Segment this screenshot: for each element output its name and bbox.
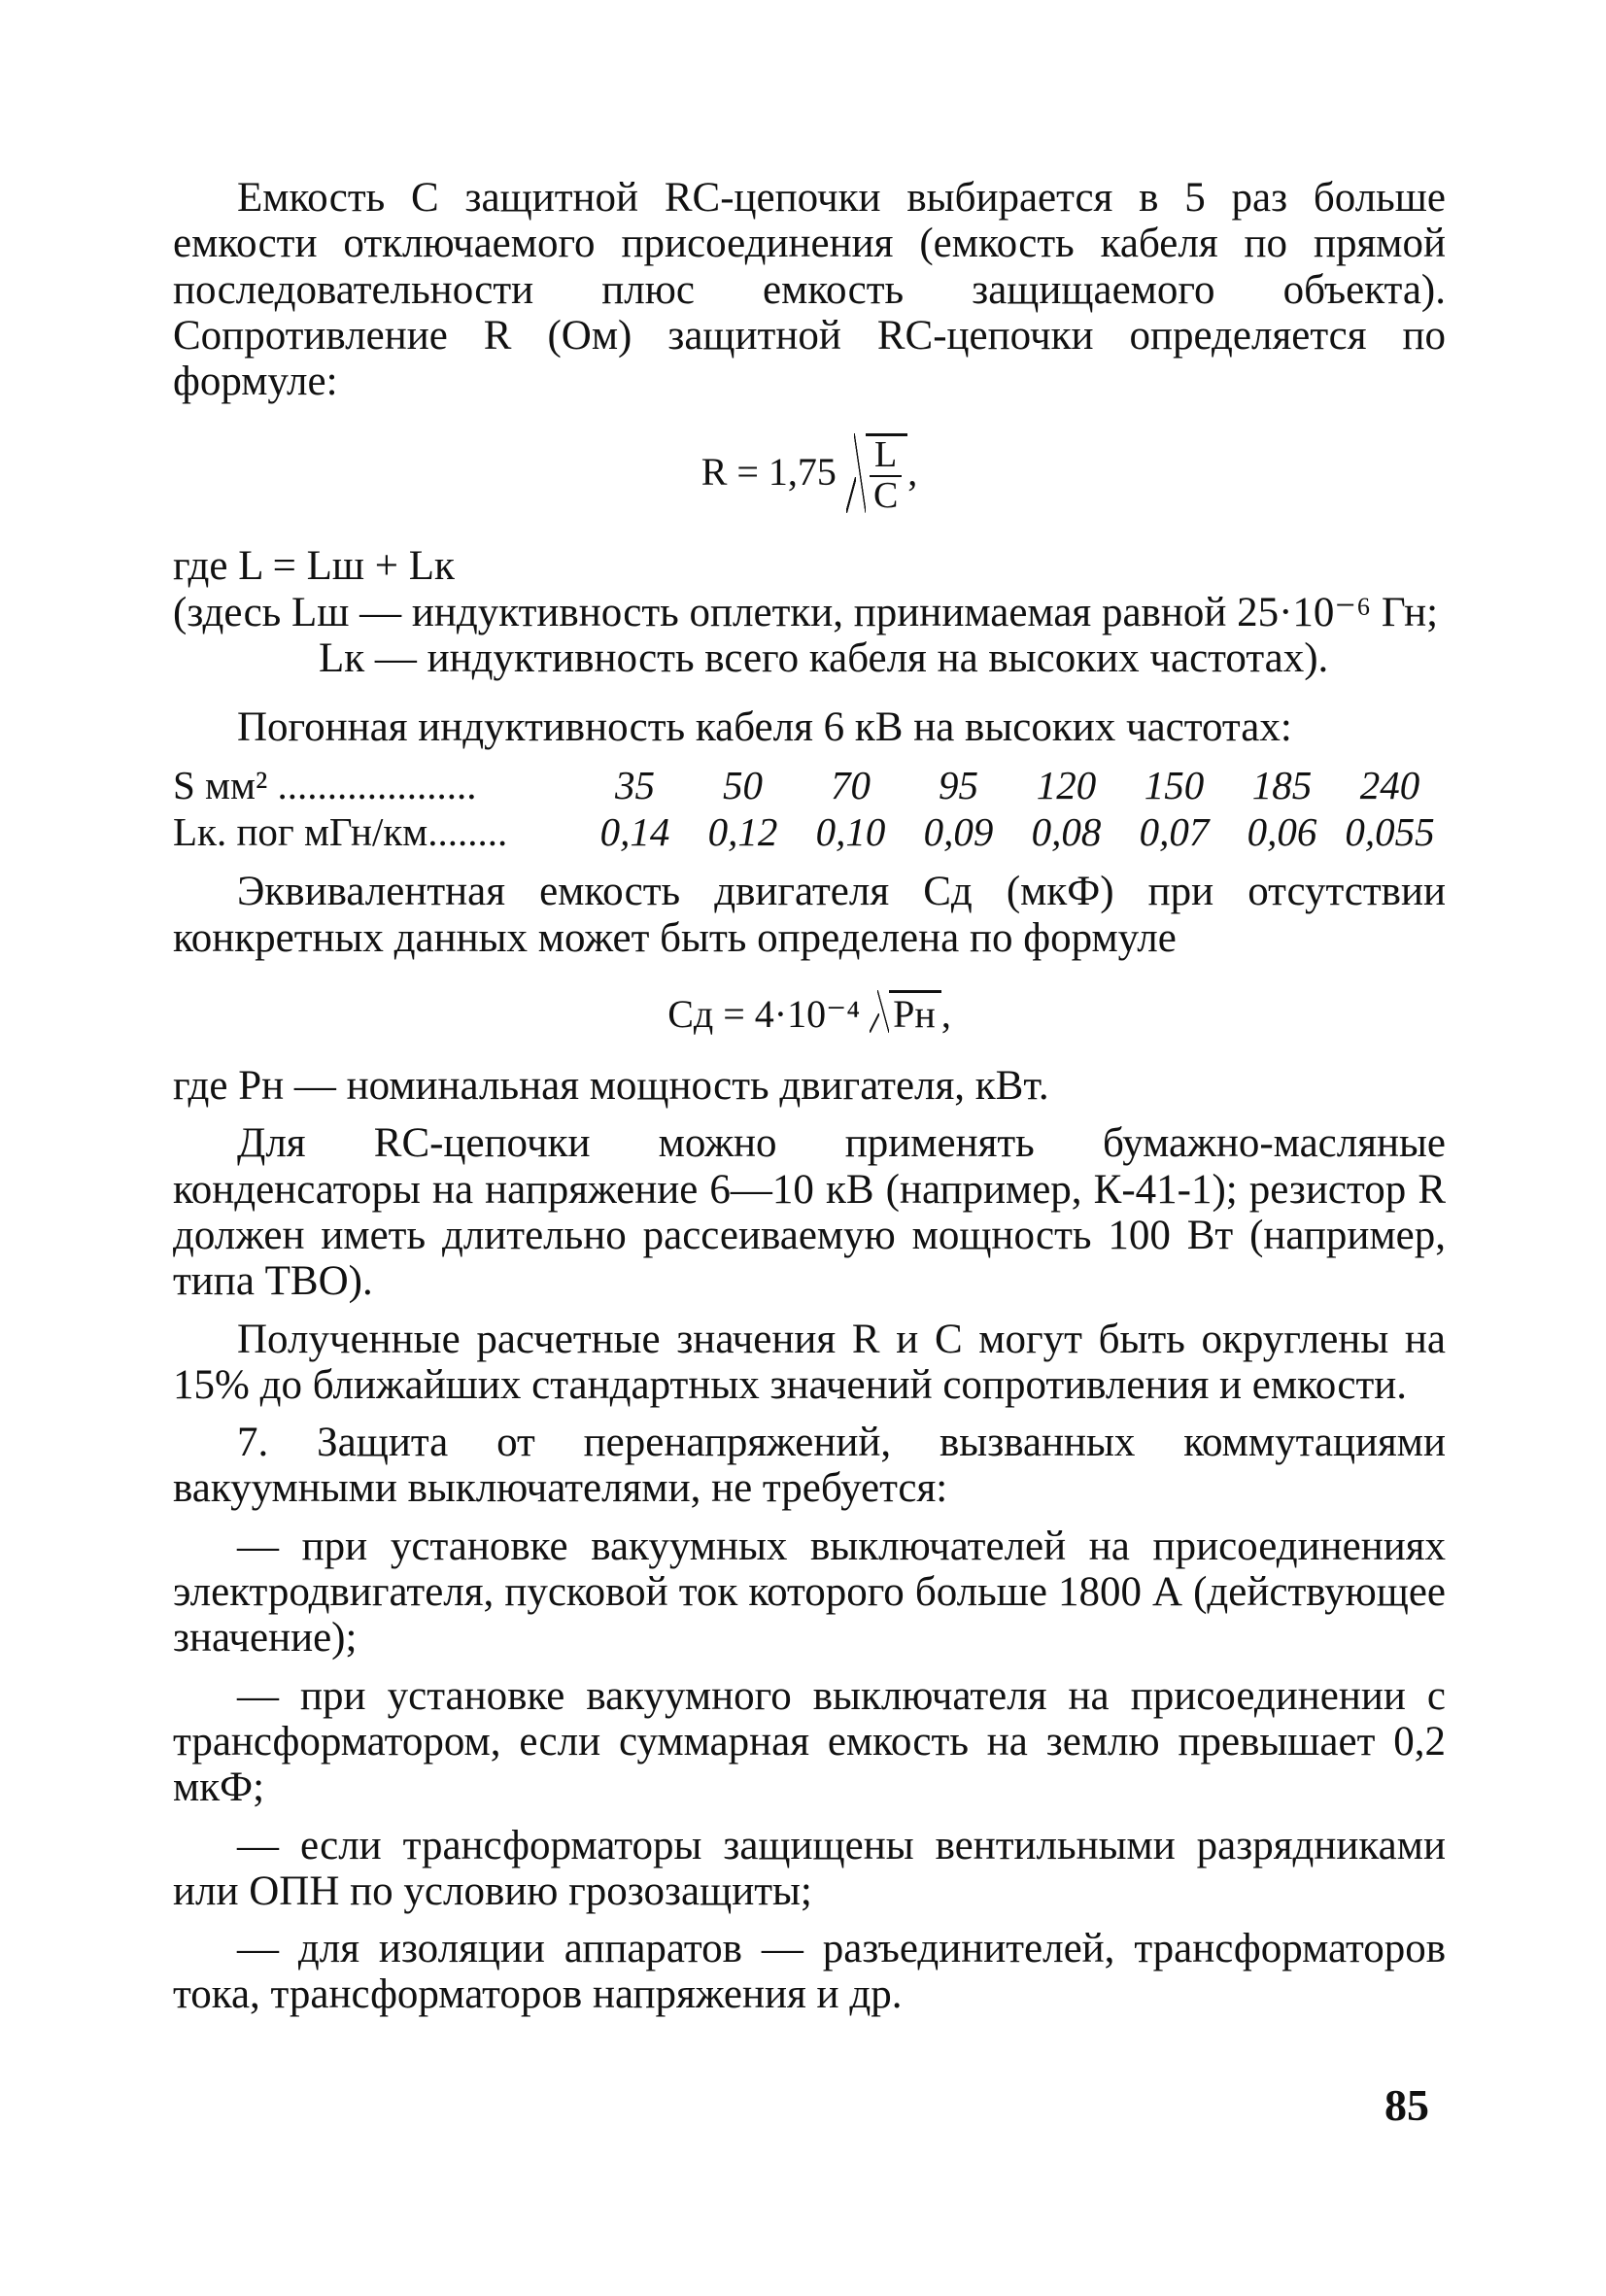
paragraph-rounding: Полученные расчетные значения R и С могут быть округлены на 15% до ближайших стандартных значений сопротивления и емкости. bbox=[173, 1316, 1446, 1408]
table-cell: 0,09 bbox=[923, 809, 994, 855]
list-item: — если трансформаторы защищены вентильными разрядниками или ОПН по условию грозозащиты; bbox=[173, 1822, 1446, 1914]
definition-lsh: (здесь Lш — индуктивность оплетки, принимаемая равной 25·10⁻⁶ Гн; bbox=[173, 589, 1439, 635]
paragraph-rc-components: Для RC-цепочки можно применять бумажно-масляные конденсаторы на напряжение 6—10 кВ (например, К-41-1); резистор R должен иметь длительно рассеиваемую мощность 100 Вт (например, типа ТВО). bbox=[173, 1120, 1446, 1305]
definition-l: где L = Lш + Lк bbox=[173, 543, 455, 590]
sqrt-sign bbox=[889, 990, 941, 1036]
table-cell: 50 bbox=[723, 763, 763, 808]
table-cell: 0,10 bbox=[815, 809, 886, 855]
formula-resistance-lhs: R = 1,75 bbox=[700, 450, 837, 495]
definition-pn: где Pн — номинальная мощность двигателя, кВт. bbox=[173, 1063, 1049, 1110]
table-cell: 150 bbox=[1144, 763, 1205, 808]
list-item: — при установке вакуумных выключателей на присоединениях электродвигателя, пусковой ток которого больше 1800 А (действующее значение); bbox=[173, 1523, 1446, 1662]
table-row bbox=[173, 810, 1446, 857]
list-item: — для изоляции аппаратов — разъединителей, трансформаторов тока, трансформаторов напряжения и др. bbox=[173, 1926, 1446, 2018]
table-cell: 120 bbox=[1036, 763, 1097, 808]
paragraph-rc-capacitance: Емкость С защитной RC-цепочки выбирается в 5 раз больше емкости отключаемого присоединения (емкость кабеля по прямой последовательности плюс емкость защищаемого объекта). Сопротивление R (Ом) защитной RC-цепочки определяется по формуле: bbox=[173, 175, 1446, 405]
table-cell: 70 bbox=[831, 763, 871, 808]
fraction-l-over-c bbox=[870, 436, 902, 516]
table-cell: 240 bbox=[1359, 763, 1420, 808]
table-cell: 0,06 bbox=[1247, 809, 1317, 855]
fraction-denominator: C bbox=[872, 475, 899, 517]
table-cell: 95 bbox=[939, 763, 978, 808]
row-label-section: S мм² .................... bbox=[173, 763, 477, 808]
table-cell: 185 bbox=[1251, 763, 1313, 808]
table-cell: 35 bbox=[615, 763, 655, 808]
formula-capacitance-tail: , bbox=[940, 992, 951, 1037]
table-row bbox=[173, 764, 1446, 810]
radicand: Pн bbox=[893, 992, 936, 1037]
formula-resistance bbox=[173, 433, 1446, 516]
document-page bbox=[173, 175, 1446, 2018]
formula-motor-capacitance bbox=[173, 990, 1446, 1036]
sqrt-sign bbox=[866, 433, 907, 516]
definitions-block bbox=[173, 543, 1446, 681]
row-label-inductance: Lк. пог мГн/км........ bbox=[173, 809, 508, 855]
table-cell: 0,12 bbox=[707, 809, 778, 855]
list-item: — при установке вакуумного выключателя на присоединении с трансформатором, если суммарная емкость на землю превышает 0,2 мкФ; bbox=[173, 1672, 1446, 1811]
table-cell: 0,055 bbox=[1345, 809, 1435, 855]
paragraph-section-7: 7. Защита от перенапряжений, вызванных коммутациями вакуумными выключателями, не требуется: bbox=[173, 1420, 1446, 1512]
paragraph-motor-capacitance: Эквивалентная емкость двигателя Cд (мкФ) при отсутствии конкретных данных может быть определена по формуле bbox=[173, 869, 1446, 961]
inductance-table bbox=[173, 764, 1446, 857]
formula-resistance-tail: , bbox=[907, 450, 918, 495]
table-cell: 0,14 bbox=[599, 809, 670, 855]
table-cell: 0,07 bbox=[1139, 809, 1210, 855]
fraction-numerator: L bbox=[870, 436, 902, 477]
table-cell: 0,08 bbox=[1031, 809, 1102, 855]
page-number: 85 bbox=[1384, 2080, 1429, 2130]
definition-lk: Lк — индуктивность всего кабеля на высоких частотах). bbox=[319, 634, 1329, 681]
formula-capacitance-lhs: Cд = 4·10⁻⁴ bbox=[667, 992, 861, 1037]
paragraph-cable-inductance: Погонная индуктивность кабеля 6 кВ на высоких частотах: bbox=[237, 704, 1292, 751]
